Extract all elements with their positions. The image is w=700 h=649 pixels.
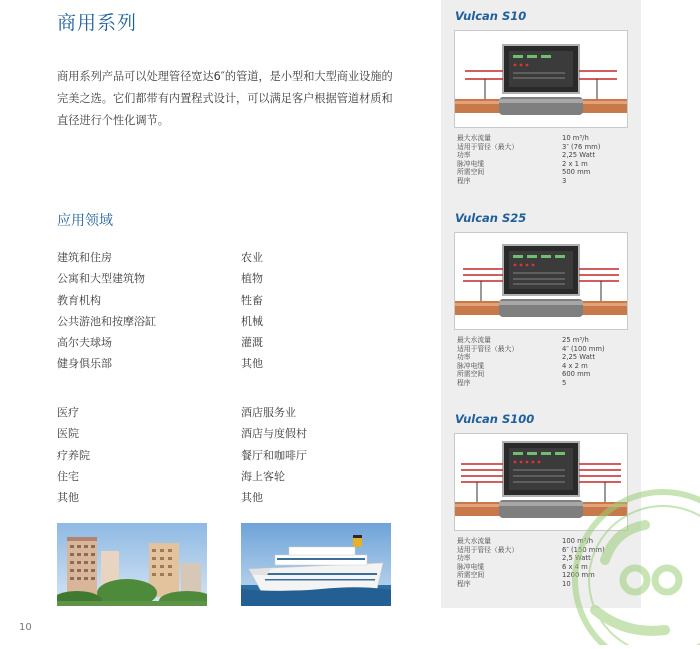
application-list-left-1 <box>57 247 156 375</box>
product-image-s10 <box>454 30 628 128</box>
spec-label: 功率 <box>457 353 471 362</box>
spec-label: 所需空间 <box>457 168 485 177</box>
list-item: 其他 <box>241 357 263 371</box>
spec-label: 脉冲电缆 <box>457 361 485 370</box>
list-item: 植物 <box>241 272 263 286</box>
cruise-ship-photo <box>241 523 391 606</box>
list-item: 公共游池和按摩浴缸 <box>57 314 156 328</box>
spec-value: 5 <box>562 378 567 387</box>
product-name-s100: Vulcan S100 <box>455 412 535 426</box>
list-item: 医疗 <box>57 406 79 419</box>
spec-value: 6″ (150 mm) <box>562 545 605 554</box>
spec-value: 2,5 Watt <box>562 554 591 563</box>
application-heading: 应用领域 <box>57 213 113 229</box>
spec-value: 2 x 1 m <box>562 159 588 168</box>
list-item: 海上客轮 <box>241 469 285 483</box>
list-item: 酒店与度假村 <box>241 427 307 441</box>
spec-label: 功率 <box>457 151 471 160</box>
spec-value: 2,25 Watt <box>562 353 596 362</box>
list-item: 灌溉 <box>241 336 263 350</box>
spec-table-s10 <box>457 134 600 186</box>
spec-value: 2,25 Watt <box>562 151 596 160</box>
application-list-right-1 <box>241 247 263 375</box>
spec-value: 10 m³/h <box>562 134 589 142</box>
product-image-s25 <box>454 232 628 330</box>
spec-label: 脉冲电缆 <box>457 159 485 168</box>
list-item: 酒店服务业 <box>241 406 296 419</box>
spec-value: 1200 mm <box>562 571 595 580</box>
spec-label: 最大水流量 <box>457 537 491 545</box>
list-item: 教育机构 <box>57 293 101 307</box>
list-item: 机械 <box>241 314 263 328</box>
application-list-left-2 <box>57 402 90 508</box>
list-item: 健身俱乐部 <box>57 357 112 371</box>
spec-table-s25 <box>457 336 605 388</box>
eco-stamp-watermark <box>545 470 700 645</box>
page-title: 商用系列 <box>57 12 138 34</box>
product-name-s25: Vulcan S25 <box>455 211 527 225</box>
list-item: 建筑和住房 <box>57 251 112 264</box>
spec-value: 100 m³/h <box>562 537 594 545</box>
list-item: 医院 <box>57 427 79 441</box>
spec-label: 最大水流量 <box>457 336 491 344</box>
spec-label: 所需空间 <box>457 571 485 580</box>
spec-value: 25 m³/h <box>562 336 589 344</box>
list-item: 牲畜 <box>241 293 263 307</box>
application-list-right-2 <box>241 402 307 508</box>
spec-label: 适用于管径（最大） <box>457 344 519 353</box>
spec-label: 适用于管径（最大） <box>457 142 519 151</box>
spec-label: 程序 <box>457 378 471 387</box>
spec-label: 最大水流量 <box>457 134 491 142</box>
spec-label: 程序 <box>457 176 471 185</box>
list-item: 住宅 <box>57 469 79 483</box>
list-item: 农业 <box>241 251 263 264</box>
spec-label: 所需空间 <box>457 370 485 379</box>
list-item: 其他 <box>241 491 263 505</box>
intro-paragraph: 商用系列产品可以处理管径宽达6″的管道，是小型和大型商业设施的完美之选。它们都带有内置程式设计，可以满足客户根据管道材质和直径进行个性化调节。 <box>57 70 393 127</box>
list-item: 高尔夫球场 <box>57 336 112 350</box>
spec-value: 600 mm <box>562 370 591 379</box>
list-item: 其他 <box>57 491 79 505</box>
page-number: 10 <box>19 622 32 633</box>
list-item: 疗养院 <box>57 448 90 462</box>
list-item: 餐厅和咖啡厅 <box>241 448 307 462</box>
apartment-buildings-photo <box>57 523 207 606</box>
spec-value: 10 <box>562 579 571 588</box>
spec-value: 6 x 4 m <box>562 562 588 571</box>
spec-label: 功率 <box>457 554 471 563</box>
spec-label: 程序 <box>457 579 471 588</box>
spec-value: 500 mm <box>562 168 591 177</box>
spec-value: 3 <box>562 176 567 185</box>
spec-label: 适用于管径（最大） <box>457 545 519 554</box>
spec-value: 4 x 2 m <box>562 361 588 370</box>
spec-value: 4″ (100 mm) <box>562 344 605 353</box>
spec-value: 3″ (76 mm) <box>562 142 601 151</box>
product-name-s10: Vulcan S10 <box>455 9 527 23</box>
list-item: 公寓和大型建筑物 <box>57 272 145 286</box>
spec-label: 脉冲电缆 <box>457 562 485 571</box>
